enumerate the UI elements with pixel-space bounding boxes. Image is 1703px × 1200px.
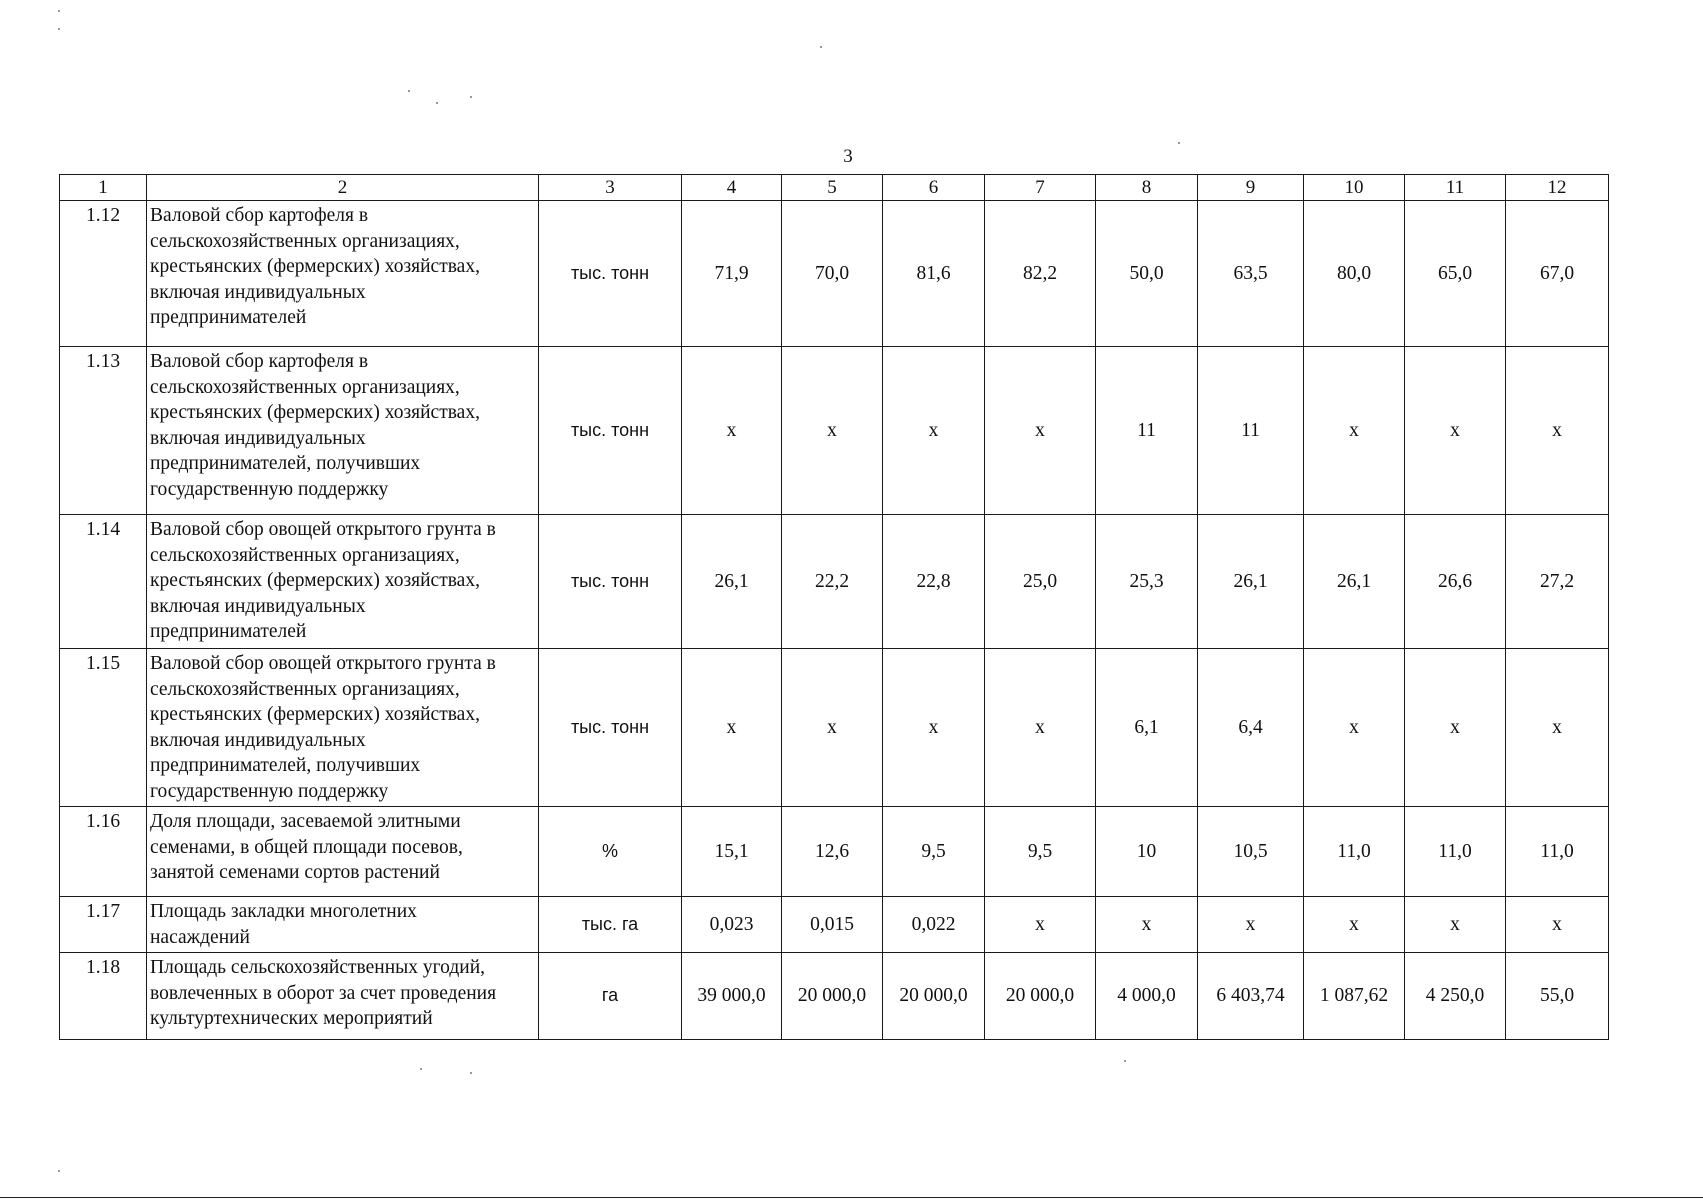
header-cell: 8 [1096, 175, 1198, 201]
indicator-name [147, 897, 539, 953]
unit-cell: тыс. га [539, 897, 682, 953]
indicator-name-line: крестьянских (фермерских) хозяйствах, [150, 256, 480, 277]
indicator-name-line: включая индивидуальных [150, 427, 366, 449]
indicator-name-line: насаждений [150, 926, 250, 948]
scan-speck [436, 102, 438, 104]
scan-speck [1178, 142, 1180, 144]
value-cell: x [1304, 897, 1405, 953]
value-cell: x [1405, 347, 1506, 515]
value-cell: x [1405, 649, 1506, 807]
scan-speck [470, 96, 472, 98]
indicator-name-line: культуртехнических мероприятий [150, 1008, 433, 1029]
row-number: 1.12 [60, 201, 147, 347]
row-number: 1.15 [60, 649, 147, 807]
row-number: 1.14 [60, 515, 147, 649]
value-cell: 0,022 [883, 897, 985, 953]
table-row [60, 649, 1609, 807]
value-cell: 10,5 [1198, 807, 1304, 897]
header-cell: 1 [60, 175, 147, 201]
value-cell: x [1506, 347, 1609, 515]
value-cell: x [682, 347, 782, 515]
table-row [60, 347, 1609, 515]
value-cell: 20 000,0 [883, 953, 985, 1040]
indicator-name-line: крестьянских (фермерских) хозяйствах, [150, 402, 480, 423]
scan-speck [1124, 1060, 1126, 1062]
unit-cell: тыс. тонн [539, 347, 682, 515]
row-number: 1.17 [60, 897, 147, 953]
indicator-name [147, 347, 539, 515]
value-cell: 26,1 [1304, 515, 1405, 649]
indicator-name-line: включая индивидуальных [150, 729, 366, 751]
value-cell: 25,0 [985, 515, 1096, 649]
indicator-name [147, 649, 539, 807]
scan-speck [58, 28, 60, 30]
unit-cell: тыс. тонн [539, 649, 682, 807]
header-cell: 3 [539, 175, 682, 201]
value-cell: 22,8 [883, 515, 985, 649]
value-cell: 9,5 [883, 807, 985, 897]
value-cell: x [1304, 649, 1405, 807]
value-cell: x [1506, 897, 1609, 953]
value-cell: 80,0 [1304, 201, 1405, 347]
value-cell: 11,0 [1506, 807, 1609, 897]
value-cell: 65,0 [1405, 201, 1506, 347]
indicator-name [147, 953, 539, 1040]
value-cell: x [883, 347, 985, 515]
scan-bottom-edge [0, 1197, 1703, 1198]
value-cell: x [1506, 649, 1609, 807]
indicator-name-line: сельскохозяйственных организациях, [150, 544, 460, 566]
value-cell: 82,2 [985, 201, 1096, 347]
value-cell: 81,6 [883, 201, 985, 347]
row-number: 1.16 [60, 807, 147, 897]
header-cell: 4 [682, 175, 782, 201]
header-cell: 7 [985, 175, 1096, 201]
table-row [60, 897, 1609, 953]
table-header-row [60, 175, 1609, 201]
value-cell: x [682, 649, 782, 807]
value-cell: 20 000,0 [985, 953, 1096, 1040]
value-cell: 27,2 [1506, 515, 1609, 649]
indicator-name-line: семенами, в общей площади посевов, [150, 836, 463, 858]
value-cell: x [1405, 897, 1506, 953]
unit-cell: тыс. тонн [539, 515, 682, 649]
value-cell: x [985, 649, 1096, 807]
value-cell: 9,5 [985, 807, 1096, 897]
header-cell: 11 [1405, 175, 1506, 201]
indicator-name [147, 807, 539, 897]
indicator-name-line: Валовой сбор картофеля в [150, 205, 369, 226]
value-cell: 11,0 [1405, 807, 1506, 897]
header-cell: 2 [147, 175, 539, 201]
indicator-name-line: предпринимателей, получивших [150, 755, 421, 776]
indicator-name-line: Валовой сбор овощей открытого грунта в [150, 519, 496, 540]
scan-speck [58, 10, 60, 12]
table-row [60, 515, 1609, 649]
table-row [60, 807, 1609, 897]
scan-speck [58, 1170, 60, 1172]
scan-speck [470, 1072, 472, 1074]
indicator-name-line: включая индивидуальных [150, 281, 366, 303]
indicator-name-line: предпринимателей, получивших [150, 453, 421, 474]
value-cell: 4 000,0 [1096, 953, 1198, 1040]
header-cell: 9 [1198, 175, 1304, 201]
value-cell: 26,6 [1405, 515, 1506, 649]
scan-speck [820, 46, 822, 48]
value-cell: 26,1 [682, 515, 782, 649]
value-cell: x [883, 649, 985, 807]
indicators-table [59, 174, 1609, 1040]
value-cell: 4 250,0 [1405, 953, 1506, 1040]
header-cell: 12 [1506, 175, 1609, 201]
indicator-name [147, 515, 539, 649]
indicator-name-line: государственную поддержку [150, 780, 389, 802]
indicator-name-line: Валовой сбор овощей открытого грунта в [150, 653, 496, 674]
row-number: 1.18 [60, 953, 147, 1040]
value-cell: 6 403,74 [1198, 953, 1304, 1040]
value-cell: x [782, 649, 883, 807]
scan-speck [408, 90, 410, 92]
value-cell: 11 [1096, 347, 1198, 515]
value-cell: x [782, 347, 883, 515]
indicator-name-line: предпринимателей [150, 307, 307, 328]
unit-cell: тыс. тонн [539, 201, 682, 347]
value-cell: 70,0 [782, 201, 883, 347]
indicator-name-line: предпринимателей [150, 621, 307, 642]
row-number: 1.13 [60, 347, 147, 515]
value-cell: 11,0 [1304, 807, 1405, 897]
table-row [60, 953, 1609, 1040]
indicator-name-line: Площадь сельскохозяйственных угодий, [150, 957, 486, 978]
unit-cell: % [539, 807, 682, 897]
value-cell: 55,0 [1506, 953, 1609, 1040]
value-cell: x [1304, 347, 1405, 515]
indicator-name-line: крестьянских (фермерских) хозяйствах, [150, 704, 480, 725]
indicators-table-wrapper [59, 174, 1609, 1040]
value-cell: x [985, 897, 1096, 953]
value-cell: x [1096, 897, 1198, 953]
indicator-name-line: сельскохозяйственных организациях, [150, 230, 460, 252]
value-cell: 71,9 [682, 201, 782, 347]
indicator-name-line: крестьянских (фермерских) хозяйствах, [150, 570, 480, 591]
indicator-name-line: государственную поддержку [150, 478, 389, 500]
page-number: 3 [843, 146, 853, 167]
indicator-name-line: вовлеченных в оборот за счет проведения [150, 982, 497, 1004]
indicator-name-line: Доля площади, засеваемой элитными [150, 811, 461, 832]
indicator-name-line: сельскохозяйственных организациях, [150, 678, 460, 700]
value-cell: 0,023 [682, 897, 782, 953]
value-cell: 63,5 [1198, 201, 1304, 347]
table-row [60, 201, 1609, 347]
header-cell: 6 [883, 175, 985, 201]
value-cell: 22,2 [782, 515, 883, 649]
value-cell: x [1198, 897, 1304, 953]
value-cell: 67,0 [1506, 201, 1609, 347]
value-cell: 12,6 [782, 807, 883, 897]
value-cell: 26,1 [1198, 515, 1304, 649]
indicator-name-line: сельскохозяйственных организациях, [150, 376, 460, 398]
indicator-name-line: Валовой сбор картофеля в [150, 351, 369, 372]
indicator-name-line: Площадь закладки многолетних [150, 901, 417, 922]
value-cell: 50,0 [1096, 201, 1198, 347]
value-cell: 6,4 [1198, 649, 1304, 807]
value-cell: 15,1 [682, 807, 782, 897]
value-cell: 25,3 [1096, 515, 1198, 649]
header-cell: 10 [1304, 175, 1405, 201]
indicator-name-line: занятой семенами сортов растений [150, 862, 440, 883]
value-cell: 20 000,0 [782, 953, 883, 1040]
indicator-name [147, 201, 539, 347]
value-cell: x [985, 347, 1096, 515]
value-cell: 6,1 [1096, 649, 1198, 807]
value-cell: 0,015 [782, 897, 883, 953]
value-cell: 11 [1198, 347, 1304, 515]
indicator-name-line: включая индивидуальных [150, 595, 366, 617]
header-cell: 5 [782, 175, 883, 201]
value-cell: 1 087,62 [1304, 953, 1405, 1040]
value-cell: 10 [1096, 807, 1198, 897]
unit-cell: га [539, 953, 682, 1040]
value-cell: 39 000,0 [682, 953, 782, 1040]
scan-speck [420, 1068, 422, 1070]
